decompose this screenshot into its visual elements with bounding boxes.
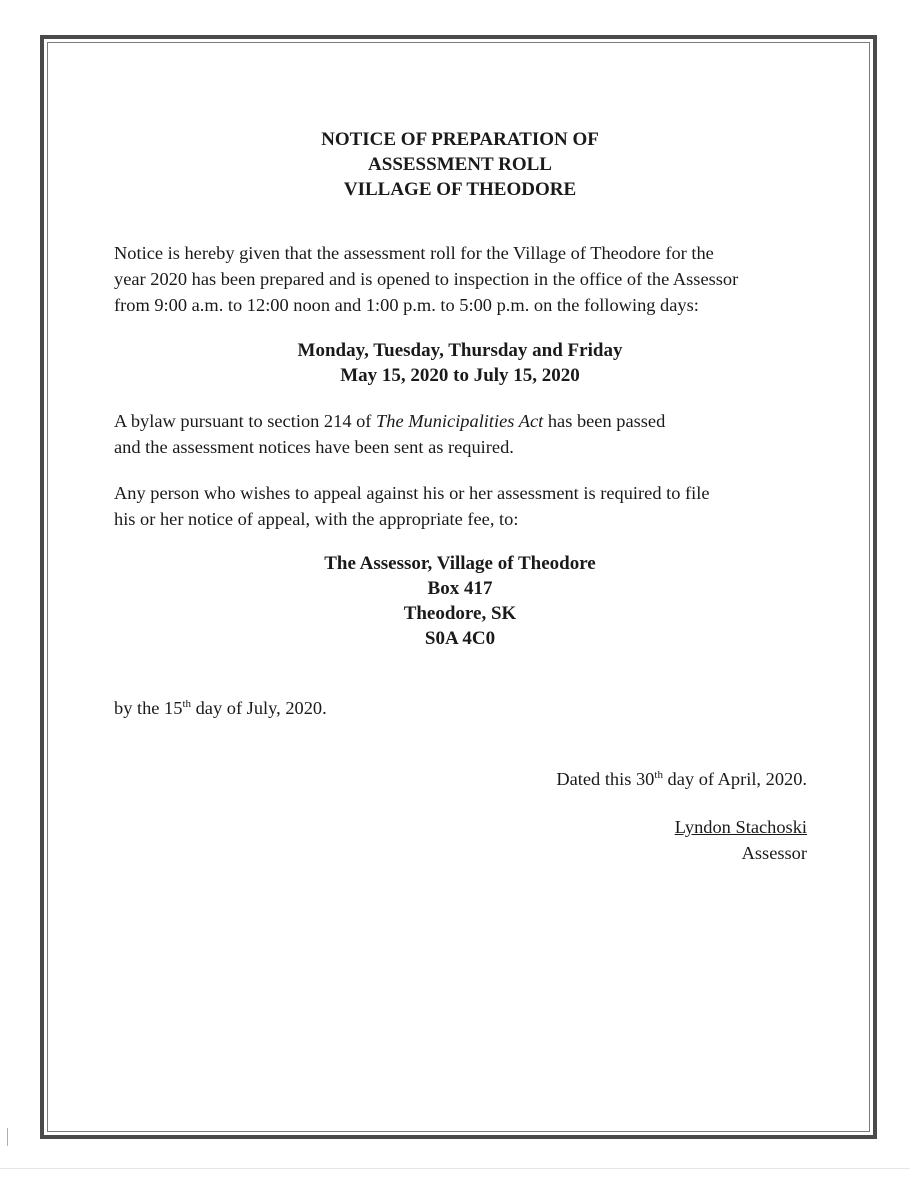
- bylaw-line-2: and the assessment notices have been sent as required.: [114, 437, 514, 457]
- page-bottom-edge: [0, 1168, 910, 1169]
- address-line-4: S0A 4C0: [424, 628, 496, 649]
- dated-prefix: Dated this 30: [556, 769, 655, 789]
- intro-line-2: year 2020 has been prepared and is opened to inspection in the office of the Assessor: [114, 269, 739, 289]
- appeal-paragraph: [114, 480, 710, 532]
- deadline-prefix: by the 15: [114, 698, 183, 718]
- appeal-line-1: Any person who wishes to appeal against his or her assessment is required to file: [114, 483, 710, 503]
- days-line-2: May 15, 2020 to July 15, 2020: [340, 365, 580, 386]
- appeal-line-2: his or her notice of appeal, with the appropriate fee, to:: [114, 509, 519, 529]
- notice-title: [250, 127, 670, 202]
- bylaw-line-1: [114, 408, 665, 434]
- signatory-name: Lyndon Stachoski: [674, 817, 807, 837]
- bylaw-line-1-start: A bylaw pursuant to section 214 of: [114, 411, 377, 431]
- days-line-1: Monday, Tuesday, Thursday and Friday: [297, 340, 623, 361]
- act-name: The Municipalities Act: [376, 411, 544, 431]
- signatory-role: Assessor: [741, 843, 807, 863]
- intro-paragraph: [114, 240, 738, 318]
- deadline-line: [114, 695, 327, 721]
- address-line-1: The Assessor, Village of Theodore: [324, 553, 596, 574]
- deadline-ordinal: th: [182, 698, 192, 710]
- bylaw-line-1-end: has been passed: [543, 411, 666, 431]
- dated-ordinal: th: [654, 769, 663, 781]
- bylaw-paragraph: [114, 408, 665, 460]
- intro-line-1: Notice is hereby given that the assessment roll for the Village of Theodore for the: [114, 243, 714, 263]
- dated-line: [556, 766, 807, 792]
- address-line-2: Box 417: [427, 578, 493, 599]
- scan-margin-mark: [7, 1128, 8, 1146]
- inspection-days: [200, 338, 720, 388]
- intro-line-3: from 9:00 a.m. to 12:00 noon and 1:00 p.m. to 5:00 p.m. on the following days:: [114, 295, 699, 315]
- dated-suffix: day of April, 2020.: [662, 769, 807, 789]
- title-line-1: NOTICE OF PREPARATION OF: [321, 129, 599, 150]
- assessor-address: [200, 551, 720, 651]
- title-line-3: VILLAGE OF THEODORE: [343, 179, 577, 200]
- signature-block: [675, 814, 807, 866]
- appeal-deadline: [114, 695, 327, 721]
- deadline-suffix: day of July, 2020.: [191, 698, 327, 718]
- title-line-2: ASSESSMENT ROLL: [368, 154, 552, 175]
- address-line-3: Theodore, SK: [403, 603, 517, 624]
